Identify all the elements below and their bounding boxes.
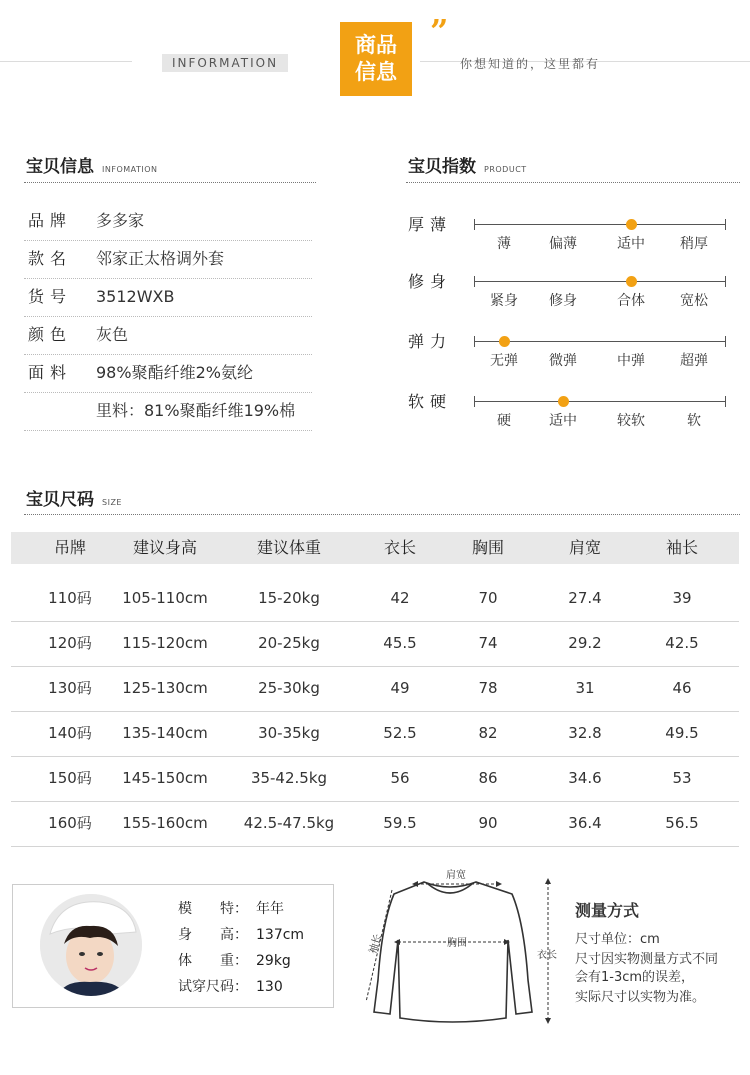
index-option: 薄: [497, 236, 511, 252]
info-row: [24, 202, 312, 241]
size-table-cell: 42.5: [665, 634, 699, 652]
size-table-header-cell: 衣长: [383, 538, 416, 557]
info-label: 货号: [28, 287, 73, 306]
info-label: 颜色: [28, 325, 73, 344]
model-row: [178, 898, 284, 918]
index-section-title-text: 宝贝指数: [408, 157, 476, 177]
size-table-cell: 25-30kg: [258, 679, 320, 697]
diagram-label-length: 衣长: [537, 950, 557, 961]
info-row: [24, 278, 312, 317]
size-table-header-cell: 建议身高: [132, 538, 197, 557]
info-value: 灰色: [96, 325, 129, 344]
model-row: [178, 950, 291, 970]
size-table-cell: 86: [478, 769, 498, 787]
index-option: 硬: [497, 413, 511, 429]
size-table-cell: 42: [390, 589, 410, 607]
model-row: [178, 976, 283, 996]
size-table-cell: 49.5: [665, 724, 699, 742]
size-table-cell: 46: [672, 679, 692, 697]
info-label: 品牌: [28, 211, 73, 230]
size-table-cell: 115-120cm: [122, 634, 208, 652]
index-option: 稍厚: [680, 236, 708, 252]
info-label: 面料: [28, 363, 73, 382]
index-level-marker: [499, 336, 510, 347]
size-section-title: [26, 485, 122, 510]
size-table-cell: 52.5: [383, 724, 417, 742]
size-table-cell: 53: [672, 769, 692, 787]
size-table-cell: 90: [478, 814, 498, 832]
diagram-label-shoulder: 肩宽: [446, 870, 466, 881]
index-level-marker: [626, 219, 637, 230]
index-option: 较软: [617, 413, 645, 429]
index-track-start: [474, 336, 475, 347]
size-table-cell: 125-130cm: [122, 679, 208, 697]
index-label: 弹力: [408, 332, 453, 351]
size-table-cell: 120码: [48, 634, 92, 652]
size-table-header-cell: 肩宽: [568, 538, 601, 557]
model-label: 试穿尺码：: [178, 979, 248, 995]
index-section-divider: [406, 182, 740, 183]
info-row: [24, 240, 312, 279]
size-table-cell: 49: [390, 679, 410, 697]
index-option: 中弹: [617, 353, 645, 369]
size-table-cell: 135-140cm: [122, 724, 208, 742]
index-track: [474, 224, 726, 225]
index-section-en: PRODUCT: [484, 165, 527, 174]
diagram-label-sleeve: 袖长: [367, 932, 385, 956]
index-option: 超弹: [680, 353, 708, 369]
size-table-cell: 82: [478, 724, 498, 742]
size-table-header: [11, 532, 739, 564]
size-table-header-cell: 胸围: [471, 538, 504, 557]
info-section-title-text: 宝贝信息: [26, 157, 94, 177]
info-section-en: INFOMATION: [102, 165, 158, 174]
badge-line-2: 信息: [355, 60, 397, 84]
measure-line: 会有1-3cm的误差，: [575, 970, 695, 985]
size-table-cell: 155-160cm: [122, 814, 208, 832]
model-row: [178, 924, 304, 944]
model-value: 137cm: [256, 927, 305, 943]
index-option: 无弹: [490, 353, 518, 369]
size-section-en: SIZE: [102, 498, 122, 507]
size-table-cell: 105-110cm: [122, 589, 208, 607]
size-table-cell: 70: [478, 589, 498, 607]
badge-line-1: 商品: [355, 33, 397, 57]
model-value: 130: [256, 979, 283, 995]
index-option: 合体: [617, 293, 645, 309]
index-label: 厚薄: [408, 215, 453, 234]
measure-line: 实际尺寸以实物为准。: [575, 990, 706, 1005]
info-value: 里料：81%聚酯纤维19%棉: [96, 401, 296, 420]
size-table-row: [11, 711, 739, 757]
size-table-row: [11, 576, 739, 622]
index-track-start: [474, 219, 475, 230]
index-option: 软: [687, 413, 701, 429]
size-table-row: [11, 666, 739, 712]
model-label: 模 特：: [178, 901, 248, 917]
header-line-left: [0, 61, 132, 62]
index-track-end: [725, 219, 726, 230]
size-table-cell: 74: [478, 634, 498, 652]
header-subtitle: 你想知道的，这里都有: [460, 57, 601, 71]
size-table-cell: 78: [478, 679, 498, 697]
size-table-cell: 45.5: [383, 634, 417, 652]
index-track-end: [725, 336, 726, 347]
index-option: 偏薄: [549, 236, 577, 252]
size-table-row: [11, 756, 739, 802]
size-table-cell: 36.4: [568, 814, 602, 832]
diagram-label-chest: 胸围: [447, 938, 467, 949]
size-table-cell: 35-42.5kg: [250, 769, 328, 787]
index-track-start: [474, 276, 475, 287]
size-table-cell: 27.4: [568, 589, 602, 607]
size-table-cell: 140码: [48, 724, 92, 742]
index-track: [474, 341, 726, 342]
size-section-divider: [24, 514, 740, 515]
size-table-cell: 56: [390, 769, 410, 787]
index-label: 软硬: [408, 392, 453, 411]
measure-line: 尺寸因实物测量方式不同: [575, 952, 719, 967]
info-row: [24, 354, 312, 393]
size-table-cell: 20-25kg: [258, 634, 320, 652]
index-track-start: [474, 396, 475, 407]
size-table-header-cell: 吊牌: [53, 538, 86, 557]
index-track-end: [725, 396, 726, 407]
size-section-title-text: 宝贝尺码: [26, 490, 94, 510]
size-table-cell: 30-35kg: [258, 724, 320, 742]
index-track: [474, 281, 726, 282]
index-option: 修身: [549, 293, 577, 309]
size-table-cell: 42.5-47.5kg: [243, 814, 335, 832]
size-table-cell: 32.8: [568, 724, 602, 742]
index-option: 宽松: [680, 293, 708, 309]
index-section-title: [408, 152, 527, 177]
information-tag: INFORMATION: [162, 54, 288, 72]
size-table-cell: 130码: [48, 679, 92, 697]
info-row: [24, 316, 312, 355]
size-table-cell: 29.2: [568, 634, 602, 652]
size-table-cell: 15-20kg: [258, 589, 320, 607]
size-table-cell: 56.5: [665, 814, 699, 832]
info-label: 款名: [28, 249, 73, 268]
size-table-cell: 59.5: [383, 814, 417, 832]
size-table-header-cell: 建议体重: [256, 538, 321, 557]
size-table-cell: 145-150cm: [122, 769, 208, 787]
model-avatar: [40, 894, 142, 996]
info-value: 邻家正太格调外套: [96, 249, 225, 268]
info-value: 98%聚酯纤维2%氨纶: [96, 363, 253, 382]
info-value: 多多家: [96, 211, 145, 230]
size-table-header-cell: 袖长: [665, 538, 698, 557]
index-option: 适中: [617, 236, 645, 252]
size-table-cell: 110码: [48, 589, 92, 607]
index-label: 修身: [408, 272, 453, 291]
size-table-row: [11, 621, 739, 667]
measure-title: 测量方式: [575, 901, 640, 920]
index-option: 适中: [549, 413, 577, 429]
size-table-cell: 150码: [48, 769, 92, 787]
product-info-badge: [340, 22, 412, 96]
info-section-title: [26, 152, 158, 177]
model-label: 身 高：: [178, 927, 248, 943]
size-table-cell: 39: [672, 589, 692, 607]
index-level-marker: [626, 276, 637, 287]
quote-mark-icon: ”: [430, 12, 449, 50]
model-value: 29kg: [256, 953, 291, 969]
info-row: [24, 392, 312, 431]
measure-line: 尺寸单位：cm: [575, 932, 660, 947]
size-table-row: [11, 801, 739, 847]
model-label: 体 重：: [178, 953, 248, 969]
size-table-cell: 31: [575, 679, 595, 697]
size-table-cell: 34.6: [568, 769, 602, 787]
index-option: 紧身: [490, 293, 518, 309]
index-level-marker: [558, 396, 569, 407]
info-section-divider: [24, 182, 316, 183]
index-track-end: [725, 276, 726, 287]
model-value: 年年: [256, 901, 284, 917]
size-table-cell: 160码: [48, 814, 92, 832]
index-track: [474, 401, 726, 402]
index-option: 微弹: [549, 353, 577, 369]
info-value: 3512WXB: [96, 287, 175, 306]
